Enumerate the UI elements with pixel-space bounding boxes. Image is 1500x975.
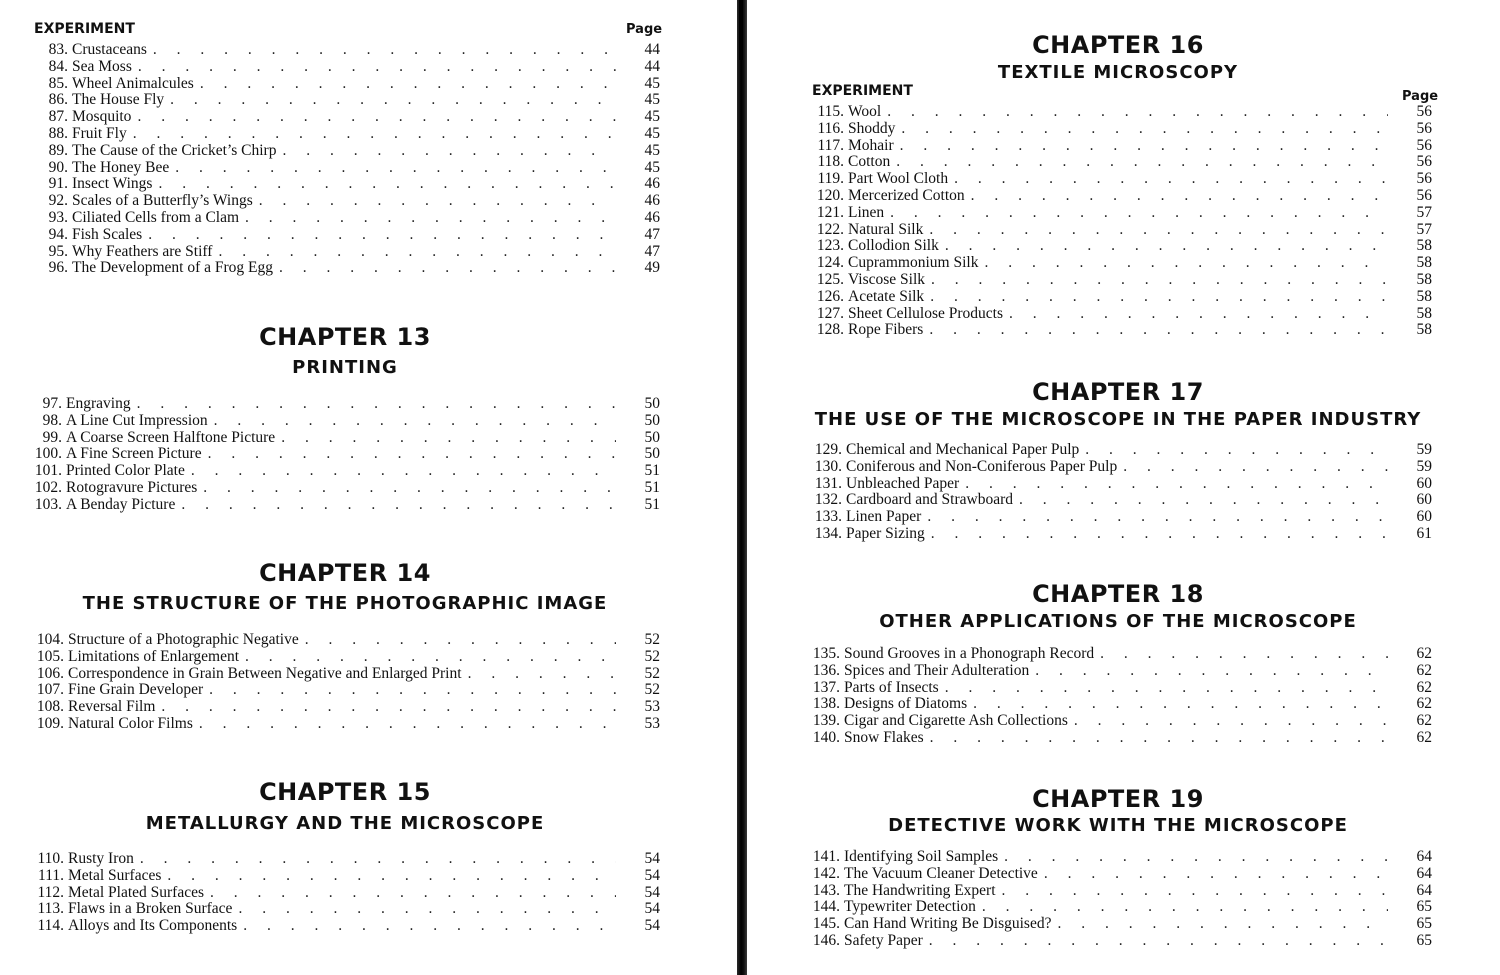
- toc-entry: [34, 92, 660, 109]
- experiment-title: Scales of a Butterfly’s Wings . . .: [72, 193, 616, 210]
- toc-entry: [28, 699, 660, 716]
- chapter-16-title: CHAPTER 16: [1032, 31, 1204, 59]
- chapter-15-subtitle: METALLURGY AND THE MICROSCOPE: [145, 813, 545, 834]
- toc-entry: [28, 446, 660, 463]
- page-number: 45: [644, 92, 660, 109]
- page-number: 62: [1416, 696, 1432, 713]
- experiment-number: 91.: [48, 176, 68, 193]
- experiment-title: Spices and Their Adulteration . . .: [844, 663, 1388, 680]
- experiment-number: 92.: [48, 193, 68, 210]
- experiment-title: Ciliated Cells from a Clam . . .: [72, 210, 616, 227]
- page-number: 54: [644, 884, 660, 901]
- page-number: 58: [1416, 288, 1432, 305]
- page-number: 65: [1416, 932, 1432, 949]
- experiment-number: 135.: [812, 646, 840, 662]
- toc-entry: [808, 138, 1432, 155]
- page-number: 54: [644, 918, 660, 935]
- toc-entry: [808, 255, 1432, 272]
- toc-entry: [808, 171, 1432, 188]
- chapter-14-list: [28, 632, 660, 733]
- experiment-title: Paper Sizing . . .: [846, 526, 1388, 543]
- experiment-title: Unbleached Paper . . .: [846, 476, 1388, 493]
- experiment-column-header-right: EXPERIMENT: [812, 83, 913, 99]
- experiment-number: 118.: [817, 154, 844, 171]
- experiment-title: Mohair . . .: [848, 138, 1388, 155]
- chapter-19-list: [804, 849, 1432, 950]
- page-column-header-right: Page: [1402, 89, 1439, 104]
- experiment-number: 137.: [812, 679, 840, 696]
- toc-entry: [34, 210, 660, 227]
- experiment-title: A Benday Picture . . .: [66, 497, 616, 514]
- page-number: 58: [1416, 238, 1432, 255]
- page-number: 52: [644, 682, 660, 699]
- experiment-title: Wool . . .: [848, 104, 1388, 121]
- toc-entry: [34, 143, 660, 160]
- toc-entry: [808, 154, 1432, 171]
- toc-entry: [28, 649, 660, 666]
- page-number: 58: [1416, 255, 1432, 272]
- experiment-title: Rotogravure Pictures . . .: [66, 480, 616, 497]
- page-number: 65: [1416, 899, 1432, 916]
- toc-entry: [28, 632, 660, 649]
- experiment-number: 104.: [36, 632, 64, 648]
- toc-entry: [808, 222, 1432, 239]
- page-number: 51: [644, 463, 660, 480]
- experiment-number: 145.: [812, 916, 840, 933]
- experiment-number: 139.: [812, 713, 840, 730]
- experiment-number: 109.: [36, 715, 64, 732]
- toc-entry: [34, 42, 660, 59]
- experiment-number: 100.: [34, 446, 62, 463]
- toc-entry: [28, 480, 660, 497]
- experiment-title: The House Fly . . .: [72, 92, 616, 109]
- experiment-number: 122.: [816, 221, 844, 238]
- page-number: 62: [1416, 713, 1432, 730]
- experiment-number: 123.: [816, 238, 844, 255]
- experiment-title: Natural Silk . . .: [848, 222, 1388, 239]
- experiment-number: 120.: [816, 187, 844, 204]
- experiment-number: 108.: [36, 699, 64, 716]
- experiment-number: 110.: [37, 851, 64, 867]
- toc-entry: [28, 682, 660, 699]
- page-number: 50: [644, 429, 660, 446]
- experiment-title: Safety Paper . . .: [844, 933, 1388, 950]
- experiment-number: 119.: [817, 171, 844, 188]
- page-number: 56: [1416, 154, 1432, 171]
- experiment-title: Structure of a Photographic Negative . . .: [68, 632, 616, 649]
- experiment-number: 95.: [48, 243, 68, 260]
- toc-entry: [804, 713, 1432, 730]
- experiment-title: Engraving . . .: [66, 396, 616, 413]
- chapter-14-subtitle: THE STRUCTURE OF THE PHOTOGRAPHIC IMAGE: [82, 593, 608, 614]
- experiment-title: Acetate Silk . . .: [848, 289, 1388, 306]
- toc-entry: [34, 193, 660, 210]
- page-number: 56: [1416, 187, 1432, 204]
- page-number: 56: [1416, 171, 1432, 188]
- page-number: 62: [1416, 679, 1432, 696]
- experiment-number: 128.: [816, 322, 844, 339]
- chapter-18-list: [804, 646, 1432, 747]
- toc-entry: [808, 238, 1432, 255]
- experiment-number: 111.: [38, 867, 64, 884]
- toc-entry: [804, 933, 1432, 950]
- chapter-13-title: CHAPTER 13: [259, 323, 431, 351]
- page-number: 45: [644, 109, 660, 126]
- chapter-15-title: CHAPTER 15: [259, 778, 431, 806]
- toc-entry: [806, 459, 1432, 476]
- page-number: 57: [1416, 204, 1432, 221]
- toc-entry: [28, 868, 660, 885]
- page-number: 44: [644, 58, 660, 75]
- book-gutter: [737, 0, 747, 975]
- toc-entry: [804, 646, 1432, 663]
- experiment-title: Parts of Insects . . .: [844, 680, 1388, 697]
- toc-entry: [34, 176, 660, 193]
- toc-entry: [804, 680, 1432, 697]
- experiment-title: Mosquito . . .: [72, 109, 616, 126]
- experiment-title: Limitations of Enlargement . . .: [68, 649, 616, 666]
- page-number: 59: [1416, 458, 1432, 475]
- chapter-18-subtitle: OTHER APPLICATIONS OF THE MICROSCOPE: [879, 611, 1357, 632]
- right-page: [748, 0, 1500, 975]
- toc-entry: [28, 463, 660, 480]
- page-number: 65: [1416, 916, 1432, 933]
- page-number: 46: [644, 209, 660, 226]
- toc-entry: [804, 899, 1432, 916]
- experiment-title: The Handwriting Expert . . .: [844, 883, 1388, 900]
- page-number: 54: [644, 901, 660, 918]
- toc-entry: [804, 849, 1432, 866]
- chapter-17-list: [806, 442, 1432, 543]
- toc-entry: [34, 260, 660, 277]
- toc-entry: [28, 666, 660, 683]
- chapter-14-title: CHAPTER 14: [259, 559, 431, 587]
- chapter-15-list: [28, 851, 660, 935]
- page-number: 45: [644, 142, 660, 159]
- experiment-number: 115.: [817, 104, 844, 120]
- experiment-title: Fine Grain Developer . . .: [68, 682, 616, 699]
- experiment-title: Designs of Diatoms . . .: [844, 696, 1388, 713]
- chapter-18-title: CHAPTER 18: [1032, 580, 1204, 608]
- experiment-title: Coniferous and Non-Coniferous Paper Pulp . . .: [846, 459, 1388, 476]
- page-number: 62: [1416, 662, 1432, 679]
- toc-list-continued: [34, 42, 660, 277]
- toc-entry: [28, 396, 660, 413]
- page-column-header: Page: [626, 22, 663, 37]
- experiment-title: Why Feathers are Stiff . . .: [72, 244, 616, 261]
- experiment-title: The Development of a Frog Egg . . .: [72, 260, 616, 277]
- toc-entry: [34, 244, 660, 261]
- experiment-title: Cardboard and Strawboard . . .: [846, 492, 1388, 509]
- experiment-title: Cuprammonium Silk . . .: [848, 255, 1388, 272]
- experiment-number: 89.: [48, 142, 68, 159]
- page-number: 54: [644, 851, 660, 867]
- experiment-number: 131.: [814, 475, 842, 492]
- page-number: 64: [1416, 865, 1432, 882]
- page-number: 58: [1416, 322, 1432, 339]
- page-number: 57: [1416, 221, 1432, 238]
- experiment-number: 129.: [814, 442, 842, 458]
- experiment-title: Sheet Cellulose Products . . .: [848, 306, 1388, 323]
- page-number: 56: [1416, 137, 1432, 154]
- toc-entry: [808, 205, 1432, 222]
- experiment-number: 105.: [36, 648, 64, 665]
- page-number: 62: [1416, 646, 1432, 662]
- experiment-title: Rusty Iron . . .: [68, 851, 616, 868]
- experiment-title: Cigar and Cigarette Ash Collections . . .: [844, 713, 1388, 730]
- page-number: 52: [644, 665, 660, 682]
- experiment-number: 87.: [48, 109, 68, 126]
- page-number: 51: [644, 479, 660, 496]
- experiment-title: Chemical and Mechanical Paper Pulp . . .: [846, 442, 1388, 459]
- toc-entry: [28, 430, 660, 447]
- experiment-title: Shoddy . . .: [848, 121, 1388, 138]
- experiment-title: Linen . . .: [848, 205, 1388, 222]
- experiment-number: 144.: [812, 899, 840, 916]
- experiment-title: Sound Grooves in a Phonograph Record . . .: [844, 646, 1388, 663]
- experiment-number: 126.: [816, 288, 844, 305]
- experiment-title: Can Hand Writing Be Disguised? . . .: [844, 916, 1388, 933]
- page-number: 54: [644, 867, 660, 884]
- page-number: 60: [1416, 475, 1432, 492]
- page-number: 58: [1416, 271, 1432, 288]
- experiment-number: 133.: [814, 509, 842, 526]
- experiment-number: 103.: [34, 496, 62, 513]
- left-page: [0, 0, 736, 975]
- chapter-17-title: CHAPTER 17: [1032, 378, 1204, 406]
- page-number: 47: [644, 226, 660, 243]
- experiment-title: Insect Wings . . .: [72, 176, 616, 193]
- page-number: 59: [1416, 442, 1432, 458]
- toc-entry: [34, 76, 660, 93]
- experiment-number: 117.: [817, 137, 844, 154]
- chapter-19-title: CHAPTER 19: [1032, 785, 1204, 813]
- toc-entry: [808, 322, 1432, 339]
- toc-entry: [804, 696, 1432, 713]
- page-number: 50: [644, 412, 660, 429]
- page-number: 52: [644, 632, 660, 648]
- experiment-title: Metal Surfaces . . .: [68, 868, 616, 885]
- experiment-title: Snow Flakes . . .: [844, 730, 1388, 747]
- toc-entry: [28, 901, 660, 918]
- experiment-number: 90.: [48, 159, 68, 176]
- chapter-13-list: [28, 396, 660, 514]
- page-number: 47: [644, 243, 660, 260]
- experiment-number: 136.: [812, 662, 840, 679]
- page-number: 62: [1416, 729, 1432, 746]
- experiment-title: Flaws in a Broken Surface . . .: [68, 901, 616, 918]
- chapter-16-subtitle: TEXTILE MICROSCOPY: [997, 62, 1239, 83]
- page-number: 50: [644, 396, 660, 412]
- experiment-number: 116.: [817, 120, 844, 137]
- experiment-title: A Line Cut Impression . . .: [66, 413, 616, 430]
- toc-entry: [34, 227, 660, 244]
- experiment-title: Viscose Silk . . .: [848, 272, 1388, 289]
- experiment-title: Sea Moss . . .: [72, 59, 616, 76]
- page-number: 45: [644, 125, 660, 142]
- experiment-title: Collodion Silk . . .: [848, 238, 1388, 255]
- experiment-number: 85.: [48, 75, 68, 92]
- toc-entry: [28, 497, 660, 514]
- experiment-number: 138.: [812, 696, 840, 713]
- experiment-title: A Fine Screen Picture . . .: [66, 446, 616, 463]
- page-number: 58: [1416, 305, 1432, 322]
- experiment-number: 84.: [48, 58, 68, 75]
- chapter-17-subtitle: THE USE OF THE MICROSCOPE IN THE PAPER INDUSTRY: [814, 409, 1422, 430]
- page-number: 53: [644, 715, 660, 732]
- chapter-16-list: [808, 104, 1432, 339]
- page-number: 45: [644, 75, 660, 92]
- experiment-number: 134.: [814, 525, 842, 542]
- toc-entry: [804, 866, 1432, 883]
- experiment-title: Fish Scales . . .: [72, 227, 616, 244]
- experiment-number: 121.: [816, 204, 844, 221]
- experiment-number: 140.: [812, 729, 840, 746]
- page-number: 46: [644, 176, 660, 193]
- page-number: 45: [644, 159, 660, 176]
- toc-entry: [28, 413, 660, 430]
- experiment-title: Identifying Soil Samples . . .: [844, 849, 1388, 866]
- toc-entry: [808, 272, 1432, 289]
- page-number: 46: [644, 193, 660, 210]
- toc-entry: [806, 509, 1432, 526]
- toc-entry: [808, 188, 1432, 205]
- experiment-title: Part Wool Cloth . . .: [848, 171, 1388, 188]
- toc-entry: [28, 885, 660, 902]
- experiment-title: Metal Plated Surfaces . . .: [68, 885, 616, 902]
- toc-entry: [28, 851, 660, 868]
- experiment-number: 132.: [814, 492, 842, 509]
- page-number: 49: [644, 260, 660, 277]
- experiment-number: 106.: [36, 665, 64, 682]
- toc-entry: [34, 126, 660, 143]
- experiment-number: 146.: [812, 932, 840, 949]
- page-number: 53: [644, 699, 660, 716]
- page-number: 64: [1416, 882, 1432, 899]
- experiment-number: 83.: [48, 42, 68, 58]
- page-number: 60: [1416, 492, 1432, 509]
- experiment-number: 143.: [812, 882, 840, 899]
- experiment-title: Wheel Animalcules . . .: [72, 76, 616, 93]
- experiment-number: 88.: [48, 125, 68, 142]
- page-number: 60: [1416, 509, 1432, 526]
- experiment-title: Natural Color Films . . .: [68, 716, 616, 733]
- experiment-number: 124.: [816, 255, 844, 272]
- toc-entry: [806, 492, 1432, 509]
- experiment-number: 127.: [816, 305, 844, 322]
- toc-entry: [806, 476, 1432, 493]
- experiment-number: 130.: [814, 458, 842, 475]
- experiment-title: Crustaceans . . .: [72, 42, 616, 59]
- toc-entry: [808, 306, 1432, 323]
- chapter-13-subtitle: PRINTING: [292, 357, 398, 378]
- experiment-number: 142.: [812, 865, 840, 882]
- page-number: 44: [644, 42, 660, 58]
- toc-entry: [34, 109, 660, 126]
- experiment-number: 114.: [37, 918, 64, 935]
- toc-entry: [804, 883, 1432, 900]
- toc-entry: [804, 663, 1432, 680]
- page-number: 61: [1416, 525, 1432, 542]
- experiment-number: 97.: [42, 396, 62, 412]
- experiment-title: The Honey Bee . . .: [72, 160, 616, 177]
- experiment-title: The Vacuum Cleaner Detective . . .: [844, 866, 1388, 883]
- experiment-title: Reversal Film . . .: [68, 699, 616, 716]
- page-number: 56: [1416, 120, 1432, 137]
- page-number: 52: [644, 648, 660, 665]
- chapter-19-subtitle: DETECTIVE WORK WITH THE MICROSCOPE: [888, 815, 1348, 836]
- experiment-number: 93.: [48, 209, 68, 226]
- page-number: 51: [644, 496, 660, 513]
- experiment-number: 98.: [42, 412, 62, 429]
- experiment-number: 107.: [36, 682, 64, 699]
- experiment-title: A Coarse Screen Halftone Picture . . .: [66, 430, 616, 447]
- experiment-title: Correspondence in Grain Between Negative and Enlarged Print . . .: [68, 666, 616, 683]
- toc-entry: [34, 160, 660, 177]
- experiment-number: 125.: [816, 271, 844, 288]
- experiment-number: 112.: [37, 884, 64, 901]
- experiment-title: Printed Color Plate . . .: [66, 463, 616, 480]
- experiment-number: 86.: [48, 92, 68, 109]
- toc-entry: [804, 916, 1432, 933]
- experiment-title: Alloys and Its Components . . .: [68, 918, 616, 935]
- toc-entry: [804, 730, 1432, 747]
- experiment-title: Typewriter Detection . . .: [844, 899, 1388, 916]
- experiment-number: 141.: [812, 849, 840, 865]
- toc-entry: [806, 442, 1432, 459]
- toc-entry: [28, 918, 660, 935]
- experiment-title: Rope Fibers . . .: [848, 322, 1388, 339]
- toc-entry: [34, 59, 660, 76]
- experiment-number: 102.: [34, 479, 62, 496]
- experiment-number: 96.: [48, 260, 68, 277]
- page-number: 50: [644, 446, 660, 463]
- toc-entry: [808, 121, 1432, 138]
- experiment-title: Cotton . . .: [848, 154, 1388, 171]
- experiment-title: Linen Paper . . .: [846, 509, 1388, 526]
- experiment-number: 113.: [37, 901, 64, 918]
- experiment-number: 99.: [42, 429, 62, 446]
- experiment-number: 94.: [48, 226, 68, 243]
- page-number: 56: [1416, 104, 1432, 120]
- experiment-number: 101.: [34, 463, 62, 480]
- page-number: 64: [1416, 849, 1432, 865]
- experiment-title: The Cause of the Cricket’s Chirp . . .: [72, 143, 616, 160]
- toc-entry: [28, 716, 660, 733]
- toc-entry: [808, 289, 1432, 306]
- toc-entry: [806, 526, 1432, 543]
- experiment-title: Fruit Fly . . .: [72, 126, 616, 143]
- toc-entry: [808, 104, 1432, 121]
- experiment-column-header: EXPERIMENT: [34, 21, 135, 37]
- experiment-title: Mercerized Cotton . . .: [848, 188, 1388, 205]
